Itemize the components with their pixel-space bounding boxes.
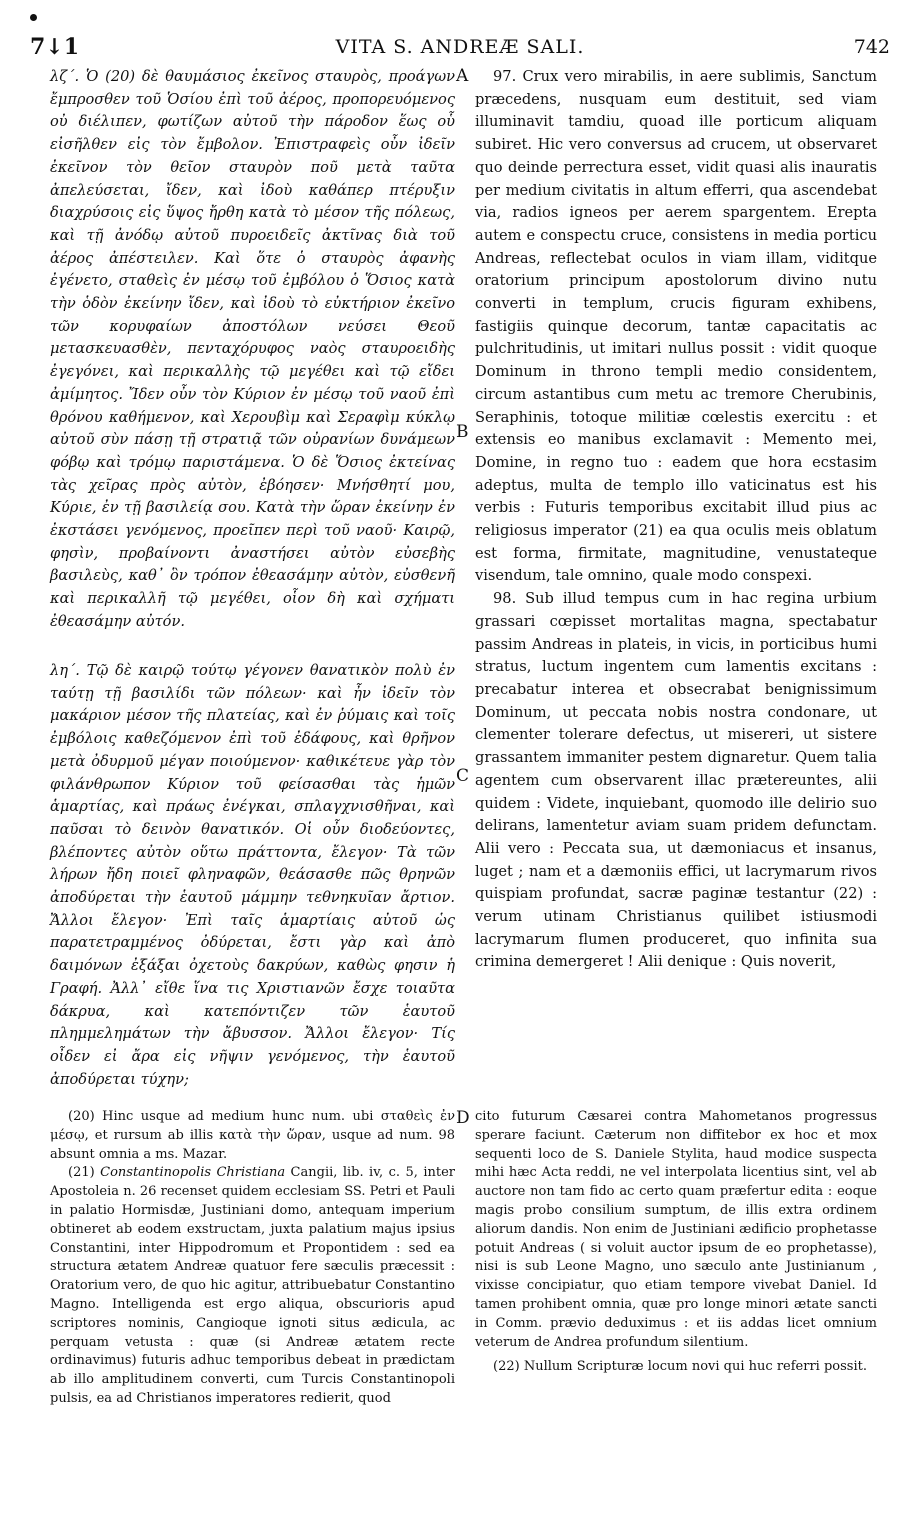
greek-column-lower (50, 660, 455, 1091)
footnote-21-continued: cito futurum Cæsarei contra Mahometanos progressus sperare faciunt. Cæterum non diffitebor ex hoc et mox sequenti loco de S. Daniele Stylita, haud modice suspecta mihi hæc Acta reddi, ne vel interpolata licentius sint, vel ab auctore non tam fido ac certo quam præfertur edita : eoque magis probo consilium sumptum, de illis extra ordinem aliorum dandis. Non enim de Justiniani ædificio prophetasse potuit Andreas ( si voluit auctor ipsum de eo prophetasse), nisi is sub Leone Magno, uno sæculo ante Justinianum , vixisse concipiatur, quo etiam tempore vivebat Daniel. Id tamen prohibent omnia, quæ pro longe minori ætate sancti in Comm. prævio deduximus : et iis addas licet omnium veterum de Andrea profundum silentium. (475, 1109, 877, 1350)
latin-paragraph-97: 97. Crux vero mirabilis, in aere sublimis, Sanctum præcedens, nusquam eum destituit, sed viam illuminavit tamdiu, quoad ille porticum aliquam subiret. Hic vero conversus ad crucem, ut observaret quo deinde perrectura esset, vidit quasi alis inauratis per medium civitatis in altum efferri, qua ascendebat via, radios igneos per aerem spargentem. Erepta autem e conspectu cruce, consistens in media porticu Andreas, reflectebat oculos in viam illam, viditque oratorium principum apostolorum divino nutu converti in templum, crucis figuram exhibens, fastigiis quinque decorum, tantæ capacitatis ac pulchritudinis, ut imitari nullus possit : vidit quoque Dominum in throno templi medio considentem, circum astantibus cum metu ac tremore Cherubinis, Seraphinis, totoque militiæ cœlestis exercitu : et extensis eo manibus exclamavit : Memento mei, Domine, in regno tuo : eadem que hora ecstasim adeptus, multa de templo illo vaticinatus est his verbis : Futuris temporibus excitabit illud pius ac religiosus imperator (21) ea qua oculis meis oblatum est forma, firmitate, magnitudine, venustateque visendum, tale omnino, quale modo conspexi. (475, 68, 877, 585)
page-header (30, 34, 890, 64)
footnote-21-text: Cangii, lib. iv, c. 5, inter Apostoleia n. 26 recenset quidem ecclesiam SS. Petri et Pauli in palatio Hormisdæ, Justiniani domo, antequam imperium obtineret ab eodem exstructam, juxta palatium majus ipsius Constantini, inter Hippodromum et Propontidem : sed ea structura ætatem Andreæ quatuor fere sæculis præcessit : Oratorium vero, de quo hic agitur, attribuebatur Constantino Magno. Intelligenda est ergo aliqua, obscurioris apud scriptores nominis, Cangioque ignoti situs ædicula, ac perquam vetusta : quæ (si Andreæ ætatem recte ordinavimus) futuris adhuc temporibus debeat in prædictam ab illo amplitudinem converti, cum Turcis Constantinopoli pulsis, ea ad Christianos imperatores redierit, quod (50, 1165, 455, 1406)
footnotes-right (475, 1108, 877, 1377)
page-number-right: 742 (853, 36, 890, 58)
footnote-22: (22) Nullum Scripturæ locum novi qui huc referri possit. (493, 1359, 867, 1375)
latin-paragraph-98: 98. Sub illud tempus cum in hac regina urbium grassari cœpisset mortalitas magna, spectabatur passim Andreas in plateis, in vicis, in porticibus humi stratus, luctum ingentem cum lamentis excitans : precabatur interea et obsecrabat benignissimum Dominum, ut peccata nobis nostra condonare, ut clementer tolerare defectus, ut misereri, ut sistere grassantem immaniter pestem dignaretur. Quem talia agentem cum observarent illac prætereuntes, alii quidem : Videte, inquiebant, quomodo ille delirio suo delirans, lamentetur aviam suam pridem defunctam. Alii vero : Peccata sua, ut dæmoniacus et insanus, luget ; nam et a dæmoniis effici, ut lacrymarum rivos quispiam profundat, sacræ paginæ testantur (22) : verum utinam Christianus quilibet istiusmodi lacrymarum flumen produceret, quo infinita sua crimina demergeret ! Alii denique : Quis noverit, (475, 590, 877, 971)
margin-mark-a: A (456, 66, 469, 86)
footnote-20: (20) Hinc usque ad medium hunc num. ubi σταθεὶς ἐν μέσῳ, et rursum ab illis κατὰ τὴν ὥραν, usque ad num. 98 absunt omnia a ms. Mazar. (50, 1109, 455, 1162)
margin-mark-c: C (456, 766, 470, 786)
running-title: VITA S. ANDREÆ SALI. (335, 36, 585, 58)
latin-column (475, 66, 877, 974)
greek-paragraph-38: λη΄. Τῷ δὲ καιρῷ τούτῳ γέγονεν θανατικὸν πολὺ ἐν ταύτῃ τῇ βασιλίδι τῶν πόλεων· καὶ ἦν ἰδεῖν τὸν μακάριον μέσον τῆς πλατείας, καὶ ἐν ῥύμαις καὶ τοῖς ἐμβόλοις καθεζόμενον ἐπὶ τοῦ ἐδάφους, καὶ θρῆνον μετὰ ὀδυρμοῦ μέγαν ποιούμενον· καθικέτευε γὰρ τὸν φιλάνθρωπον Κύριον τοῦ φείσασθαι τὰς ἡμῶν ἁμαρτίας, καὶ πράως ἐνέγκαι, σπλαγχνισθῆναι, καὶ παῦσαι τὸ δεινὸν θανατικόν. Οἱ οὖν διοδεύοντες, βλέποντες αὐτὸν οὕτω πράττοντα, ἔλεγον· Τὰ τῶν λήρων ἤδη ποιεῖ φληναφῶν, θεάσασθε πῶς θρηνῶν ἀποδύρεται τὴν ἑαυτοῦ μάμμην τεθνηκυῖαν ἄρτιον. Ἄλλοι ἔλεγον· Ἐπὶ ταῖς ἁμαρτίαις αὐτοῦ ὡς παρατετραμμένος ὀδύρεται, ἔστι γὰρ καὶ ἀπὸ δαιμόνων ἐξάξαι ὀχετοὺς δακρύων, καθὼς φησιν ἡ Γραφή. Ἀλλ᾽ εἴθε ἵνα τις Χριστιανῶν ἔσχε τοιαῦτα δάκρυα, καὶ κατεπόντιζεν τῶν ἑαυτοῦ πλημμελημάτων τὴν ἄβυσσον. Ἄλλοι ἔλεγον· Τίς οἶδεν εἰ ἄρα εἰς νῆψιν γενόμενος, τὴν ἑαυτοῦ ἀποδύρεται τύχην; (50, 662, 455, 1088)
margin-mark-b: B (456, 422, 469, 442)
greek-column-upper (50, 66, 455, 634)
footnote-21-title: Constantinopolis Christiana (100, 1165, 286, 1181)
greek-paragraph-37: λζ΄. Ὁ (20) δὲ θαυμάσιος ἐκεῖνος σταυρὸς, προάγων ἔμπροσθεν τοῦ Ὁσίου ἐπὶ τοῦ ἀέρος, προπορευόμενος οὐ διέλιπεν, φωτίζων αὐτοῦ τὴν πάροδον ἕως οὗ εἰσῆλθεν εἰς τὸν ἔμβολον. Ἐπιστραφεὶς οὖν ἰδεῖν ἐκεῖνον τὸν θεῖον σταυρὸν ποῦ μετὰ ταῦτα ἀπελεύσεται, ἴδεν, καὶ ἰδοὺ καθάπερ πτέρυξιν διαχρύσοις εἰς ὕψος ἤρθη κατὰ τὸ μέσον τῆς πόλεως, καὶ τῇ ἀνόδῳ αὐτοῦ πυροειδεῖς ἀκτῖνας διὰ τοῦ ἀέρος ἀπέστειλεν. Καὶ ὅτε ὁ σταυρὸς ἀφανὴς ἐγένετο, σταθεὶς ἐν μέσῳ τοῦ ἐμβόλου ὁ Ὅσιος κατὰ τὴν ὁδὸν ἐκείνην ἴδεν, καὶ ἰδοὺ τὸ εὐκτήριον ἐκεῖνο τῶν κορυφαίων ἀποστόλων νεύσει Θεοῦ μετασκευασθὲν, πενταχόρυφος ναὸς σταυροειδὴς ἐγεγόνει, καὶ περικαλλὴς τῷ μεγέθει καὶ τῷ εἴδει ἀμίμητος. Ἴδεν οὖν τὸν Κύριον ἐν μέσῳ τοῦ ναοῦ ἐπὶ θρόνου καθήμενον, καὶ Χερουβὶμ καὶ Σεραφὶμ κύκλῳ αὐτοῦ σὺν πάσῃ τῇ στρατιᾷ τῶν οὐρανίων δυνάμεων φόβῳ καὶ τρόμῳ παριστάμενα. Ὁ δὲ Ὅσιος ἐκτείνας τὰς χεῖρας πρὸς αὐτὸν, ἐβόησεν· Μνήσθητί μου, Κύριε, ἐν τῇ βασιλείᾳ σου. Κατὰ τὴν ὥραν ἐκείνην ἐν ἐκστάσει γενόμενος, προεῖπεν περὶ τοῦ ναοῦ· Καιρῷ, φησὶν, προβαίνοντι ἀναστήσει αὐτὸν εὐσεβὴς βασιλεὺς, καθ᾽ ὃν τρόπον ἐθεασάμην αὐτὸν, εὐσθενῆ καὶ περικαλλῆ τῷ μεγέθει, οἷον δὴ καὶ σχήματι ἐθεασάμην αὐτόν. (50, 68, 455, 630)
ink-dot (30, 14, 37, 21)
margin-mark-d: D (456, 1108, 470, 1128)
footnote-21-label: (21) (68, 1165, 95, 1181)
page-number-left: 7↓1 (30, 34, 80, 60)
footnotes-left (50, 1108, 455, 1409)
footnote-21 (50, 1164, 455, 1408)
